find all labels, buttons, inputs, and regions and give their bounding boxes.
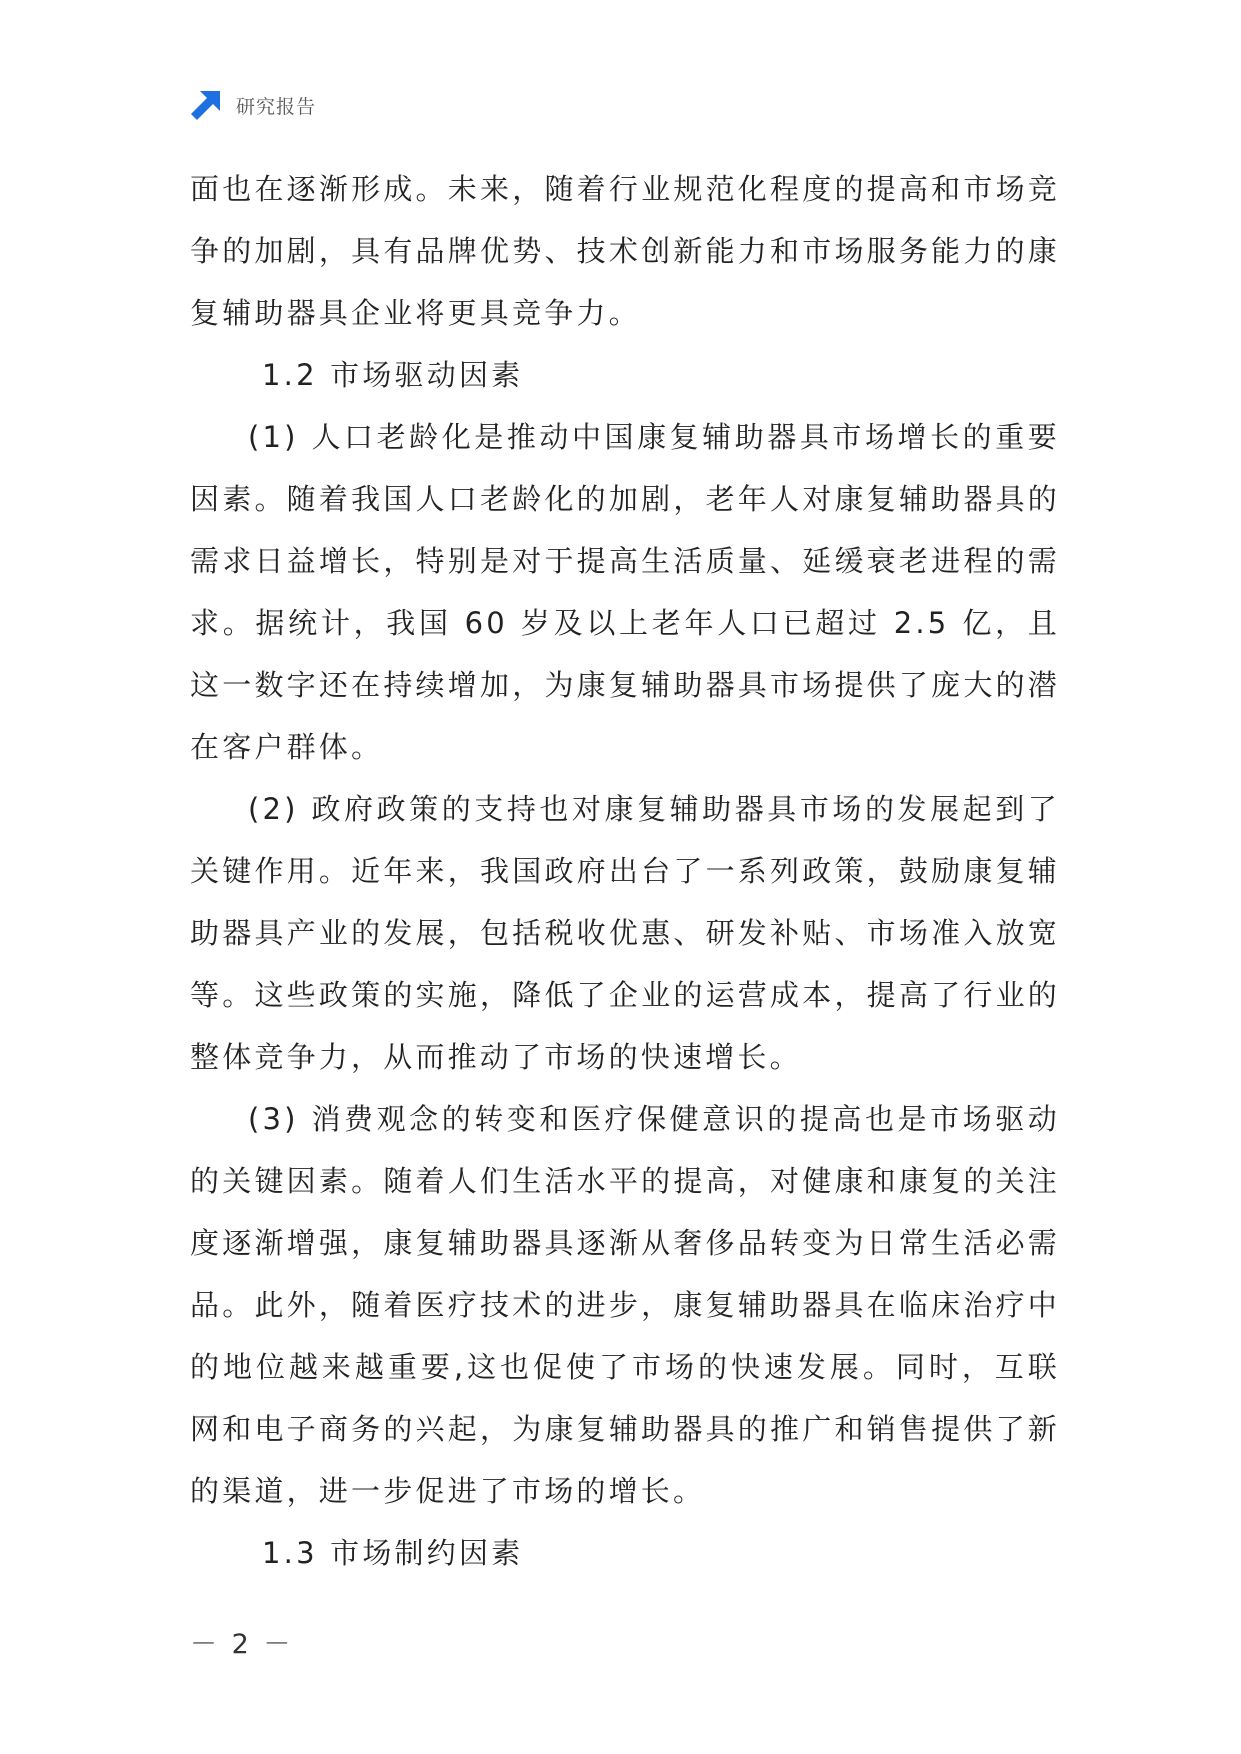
paragraph-government-policy: (2) 政府政策的支持也对康复辅助器具市场的发展起到了关键作用。近年来，我国政府出台了一系列政策，鼓励康复辅助器具产业的发展，包括税收优惠、研发补贴、市场准入放宽等。这些政策的实施，降低了企业的运营成本，提高了行业的整体竞争力，从而推动了市场的快速增长。 [190, 792, 1060, 1074]
section-heading-1-2: 1.2 市场驱动因素 [262, 358, 524, 392]
page-number: － 2 － [190, 1629, 294, 1660]
arrow-up-right-icon [190, 89, 222, 121]
paragraph-consumer-awareness: (3) 消费观念的转变和医疗保健意识的提高也是市场驱动的关键因素。随着人们生活水平的提高，对健康和康复的关注度逐渐增强，康复辅助器具逐渐从奢侈品转变为日常生活必需品。此外，随着医疗技术的进步，康复辅助器具在临床治疗中的地位越来越重要,这也促使了市场的快速发展。同时，互联网和电子商务的兴起，为康复辅助器具的推广和销售提供了新的渠道，进一步促进了市场的增长。 [190, 1102, 1060, 1508]
paragraph-continued: 面也在逐渐形成。未来，随着行业规范化程度的提高和市场竞争的加剧，具有品牌优势、技术创新能力和市场服务能力的康复辅助器具企业将更具竞争力。 [190, 172, 1060, 330]
document-body [190, 158, 1060, 1584]
report-label: 研究报告 [236, 95, 317, 118]
section-heading-1-3: 1.3 市场制约因素 [262, 1536, 524, 1570]
paragraph-aging-population: (1) 人口老龄化是推动中国康复辅助器具市场增长的重要因素。随着我国人口老龄化的加剧，老年人对康复辅助器具的需求日益增长，特别是对于提高生活质量、延缓衰老进程的需求。据统计，我国 60 岁及以上老年人口已超过 2.5 亿，且这一数字还在持续增加，为康复辅助器具市场提供了庞大的潜在客户群体。 [190, 420, 1060, 764]
page-header [190, 88, 316, 122]
